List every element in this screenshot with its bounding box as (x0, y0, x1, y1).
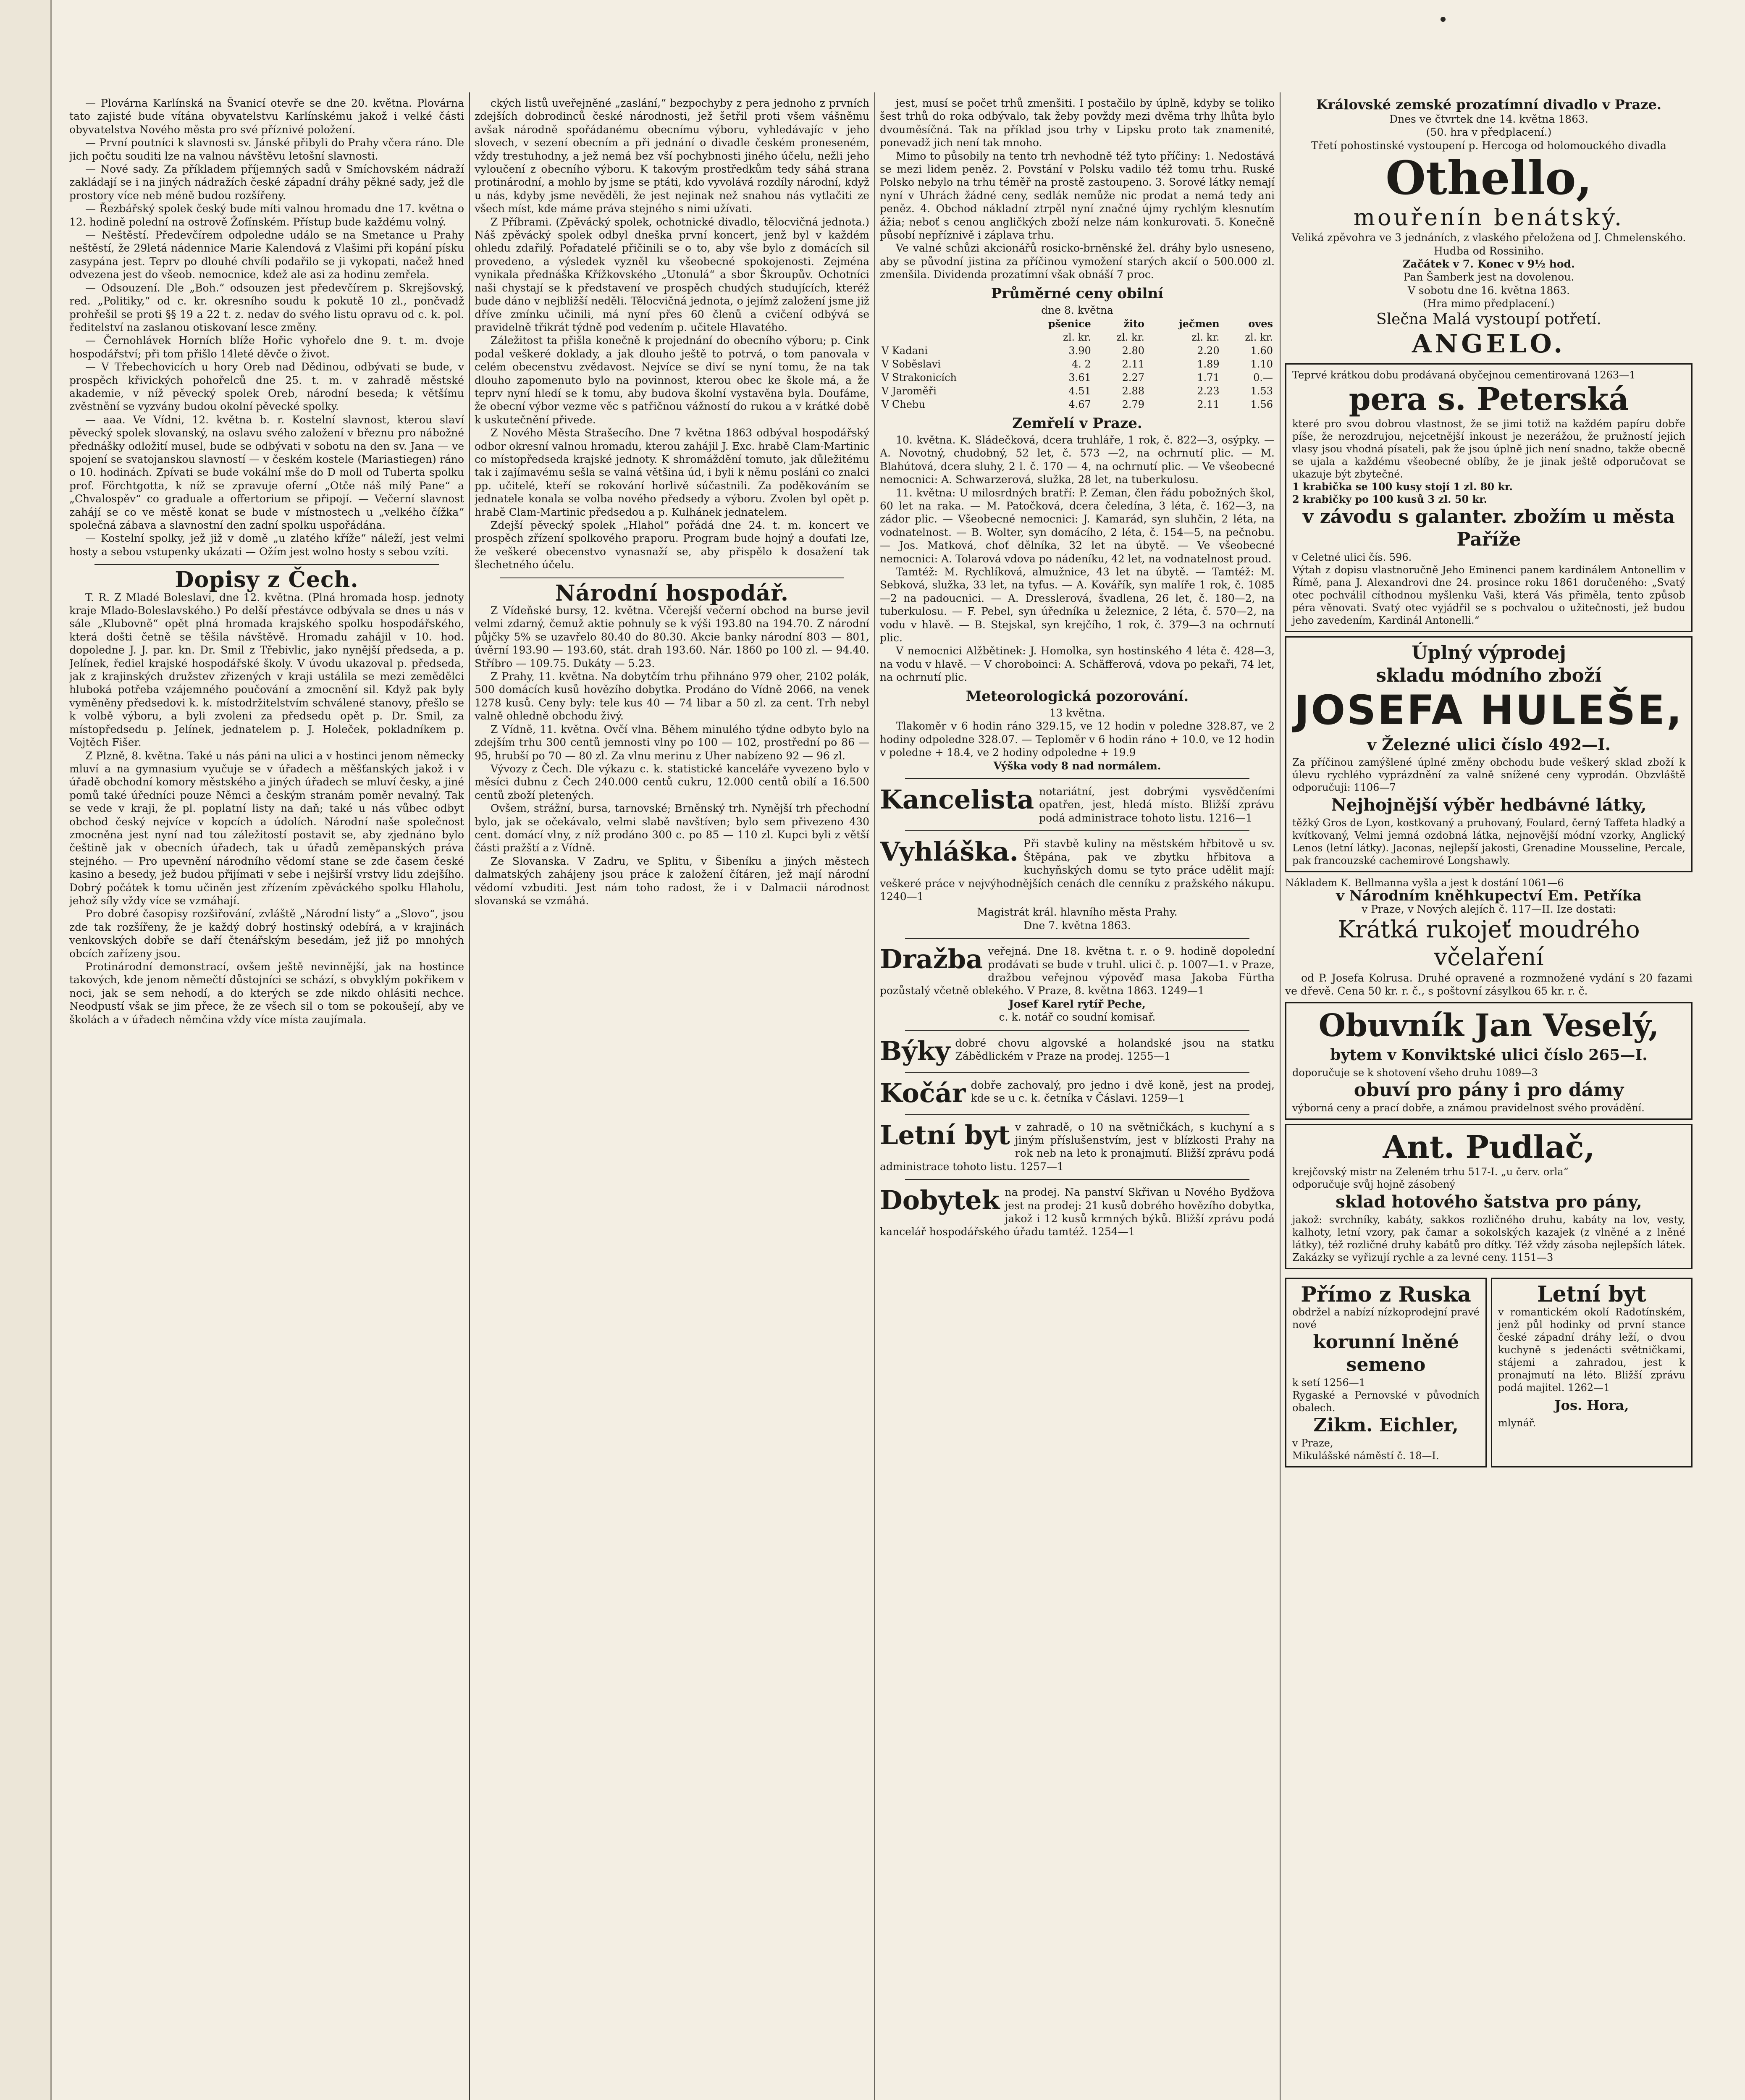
table-row (880, 357, 1275, 371)
table-cell: 2.27 (1122, 371, 1145, 383)
debut-note: Slečna Malá vystoupí potřetí. (1376, 310, 1602, 328)
sale-address: v Železné ulici číslo 492—I. (1367, 735, 1611, 754)
news-item: — Nové sady. Za příkladem příjemných sadů v Smíchovském nádraží zakládají se i na jiných nádražích české západní dráhy pěkné sady, jež dle prostory více neb méně budou rozšířeny. (69, 163, 464, 202)
divider (905, 1114, 1249, 1115)
play-note: Veliká zpěvohra ve 3 jednáních, z vlaského přeložena od J. Chmelenského. Hudba od Rossiniho. (1291, 231, 1686, 257)
table-cell: V Strakonicích (882, 371, 957, 383)
economy-item: Ovšem, strážní, bursa, tarnovské; Brněnský trh. Nynější trh přechodní bylo, jak se očekávalo, velmi slabě navštíven; bylo sem přivezeno 430 cent. domácí vlny, z níž prodáno 300 c. po 85 — 110 zl. Kupci byli z větší části pražští a z Vídně. (475, 802, 869, 854)
shoemaker-ad (1285, 1002, 1693, 1120)
divider (905, 1179, 1249, 1180)
news-item: — Neštěstí. Předevčírem odpoledne událo se na Smetance u Prahy neštěstí, že 29letá nádennice Marie Kalendová z Vlašimi při kopání písku zasypána jest. Teprv po dlouhé chvíli podařilo se ji vykopati, načež hned odvezena jest do všeob. nemocnice, kdež ale asi za hodinu zemřela. (69, 229, 464, 281)
ad-label: Kočár (880, 1077, 966, 1108)
letter: Protinárodní demonstrací, ovšem ještě nevinnější, jak na hostince takových, kde jenom němečtí důstojníci se schází, s obvyklým pokřikem v noci, jak se sem nehodí, a do kterých se zde nikdo ohlásiti nechce. Neodpustí však se jim přece, že ze všech sil o tom se pokoušejí, aby ve školách a v úřadech němčina vždy více místa zaujímala. (69, 961, 464, 1026)
next-date: V sobotu dne 16. května 1863. (1407, 284, 1570, 297)
meteo-title: Meteorologická pozorování. (966, 688, 1189, 705)
grain-prices-table (880, 317, 1275, 411)
pens-quote: Výtah z dopisu vlastnoručně Jeho Eminenci panem kardinálem Antonellim v Římě, pana J. Alexandrovi dne 24. prosince roku 1861 doručeného: „Svatý otec pochválil cíthodnou myšlenku Vaši, která Vás přiměla, tento způsob péra věnovati. Svatý otec vyjádřil se s pochvalou o užitečnosti, jež budou jeho zavedením, Kardinál Antonelli.“ (1292, 564, 1685, 626)
play-subtitle: mouřenín benátský. (1353, 204, 1624, 231)
sale-heading: Úplný výprodej (1412, 642, 1566, 664)
column-4 (1285, 97, 1693, 2100)
book-publisher: Nákladem K. Bellmanna vyšla a jest k dostání 1061—6 (1285, 877, 1564, 889)
news-item: Záležitost ta přišla konečně k projednání do obecního výboru; p. Cink podal veškeré doklady, a jak dlouho ještě to potrvá, o tom panovala v celém obecenstvu zvědavost. Nejvíce se diví se nyní tomu, že na tak dlouho zapomenuto bylo na povinnost, kterou obec ke škole má, a že teprv nyní hledí se k tomu, aby budova školní vystavěna byla. Doufáme, že obecní výbor vezme věc s patřičnou vážností do rukou a v krátké době k uskutečnění přivede. (475, 334, 869, 426)
economy-item: Ze Slovanska. V Zadru, ve Splitu, v Šibeníku a jiných městech dalmatských zahájeny jsou práce k založení čítáren, jež mají národní vědomí vzbuditi. Jest nám toho radost, že i v Dalmacii národnost slovanská se vzmáhá. (475, 855, 869, 907)
news-item: — aaa. Ve Vídni, 12. května b. r. Kostelní slavnost, kterou slaví pěvecký spolek slovanský, na oslavu svého založení v březnu pro nábožné přednášky odložití musel, bude se odbývati v sobotu na den sv. Jana — ve spojení se svatojanskou slavností — v českém kostele (Mariastiegen) ráno o 10. hodinách. Zpívati se bude vokální mše do D moll od Tuberta spolku prof. Förchtgotta, k níž se zpravuje oferní „Otče náš milý Pane“ a „Chvalospěv“ co graduale a offertorium se připojí. — Večerní slavnost zahájí se co ve městě konat se bude v místnostech u „velkého čížka“ společná zábava a slavnostní den zadní spolku uspořádána. (69, 413, 464, 531)
pens-intro: Teprvé krátkou dobu prodávaná obyčejnou cementirovaná 1263—1 (1292, 369, 1636, 381)
death-notice: 10. května. K. Sládečková, dcera truhláře, 1 rok, č. 822—3, osýpky. — A. Novotný, chudobný, 52 let, č. 573 —2, na ochrnutí plic. — M. Blahútová, dcera sluhy, 2 l. č. 170 — 4, na ochrnutí plic. — Ve všeobecné nemocnici: A. Schwarzerová, služka, 28 let, na tuberkulosu. (880, 433, 1275, 486)
tailor-ad (1285, 1124, 1693, 1269)
classified-ad (880, 837, 1275, 903)
table-cell (880, 331, 1014, 344)
news-item: — V Třebechovicích u hory Oreb nad Dědinou, odbývati se bude, v prospěch křivických pohořelců dne 25. t. m. v zahradě městské akademie, v níž pěvecký spolek Oreb, národní beseda; k většímu zvěstnění se vyzvány budou okolní pěvecké spolky. (69, 361, 464, 413)
news-item: — Plovárna Karlínská na Švanicí otevře se dne 20. května. Plovárna tato zajisté bude vítána obyvatelstvu Karlínskému jakož i velké části obyvatelstva Nového města pro své příznivé položení. (69, 97, 464, 136)
divider (905, 830, 1249, 831)
news-item: Z Příbrami. (Zpěvácký spolek, ochotnické divadlo, tělocvičná jednota.) Náš zpěvácký spolek odbyl dneška první koncert, jenž byl v každém ohledu zdařilý. Pořadatelé přičinili se o to, aby vše bylo z domácích sil provedeno, a výsledek vyzněl ku všeobecné spokojenosti. Zejména vynikala přednáška Křížkovského „Utonulá“ a sbor Škroupův. Ochotníci naši chystají se k představení ve prospěch chudých studujících, kteréž bude dáno v nejbližší neděli. Tělocvičná jednota, o jejímž založení jsme již dříve zmínku učinili, má nyní přes 60 členů a cvičení odbývá se pravidelně třikrát týdně pod vedením p. učitele Hlavatého. (475, 215, 869, 333)
magistrate-date: Dne 7. května 1863. (1023, 919, 1131, 932)
economy-item: Z Prahy, 11. května. Na dobytčím trhu přihnáno 979 oher, 2102 polák, 500 domácích kusů hovězího dobytka. Prodáno do Vídně 2066, na venek 1278 kusů. Ceny byly: tele kus 40 — 74 libar a 50 zl. za cent. Trh nebyl valně ohledně obchodu živý. (475, 670, 869, 722)
sale-name: JOSEFA HULEŠE, (1294, 686, 1684, 734)
actor-absence: Pan Šamberk jest na dovolenou. (1403, 271, 1574, 284)
table-cell: 1.56 (1250, 398, 1273, 410)
table-cell: 2.79 (1122, 398, 1145, 410)
ink-dot (1441, 17, 1446, 22)
classified-ad (880, 1121, 1275, 1173)
table-units-row (880, 331, 1275, 344)
table-cell: V Soběslavi (882, 358, 941, 370)
ad-text: veřejná. Dne 18. května t. r. o 9. hodině dopolední prodávati se bude v truhl. ulici č. p. 1007—1. v Praze, dražbou veřejnou výpověď masa Jakoba Fürtha pozůstalý včetně oblekého. V Praze, 8. května 1863. 1249—1 (880, 945, 1275, 997)
news-item: ckých listů uveřejněné „zaslání,“ bezpochyby z pera jednoho z prvních zdejších dobrodinců české národnosti, jež šetřil proti všem vášněmu avšak národně spořádanému obecnímu výboru, vyhledávajíc v jeho slovech, v sezení obecním a při jednání o divadle českém proneseném, vždy trestuhodny, a jež nemá bez vší pochybnosti jiného účelu, nežli jeho vyloučení z obecního výboru. K takovým prostředkům tedy sáhá strana protinárodní, a mohlo by jsme se ptáti, kdo vyvolává rozdíly národní, když u nás, kdyby jsme nevěděli, že jest nejinak než snahou nás vytlačiti ze všech míst, kde máme práva stejného s nimi užívati. (475, 97, 869, 215)
death-notice: 11. května: U milosrdných bratří: P. Zeman, člen řádu pobožných škol, 60 let na raka. — M. Patočková, dcera čeledína, 3 léta, č. 162—3, na zádor plic. — Všeobecné nemocnici: J. Kamarád, syn sluhčin, 2 léta, na vodnatelnost. — B. Wolter, syn domácího, 2 léta, č. 154—5, na pečnobu. — Jos. Matková, choť dělníka, 32 let na úbytě. — Ve všeobecné nemocnici: A. Tolarová vdova po nádeníku, 42 let, na vodnatelnost proud. (880, 486, 1275, 565)
column-rule (469, 92, 470, 2100)
table-cell: 4. 2 (1071, 358, 1091, 370)
letter: T. R. Z Mladé Boleslavi, dne 12. května. (Plná hromada hosp. jednoty kraje Mlado-Boleslavského.) Po delší přestávce odbývala se dnes u nás v sále „Klubovně“ opět plná hromada krajského spolku hospodářského, která došti četně se těšila návštěvě. Hromadu zahájil v 10. hod. dopoledne J. J. par. kn. Dr. Smil z Třebivlic, jako nynější předseda, a p. Jelínek, řediel krajské hospodářské školy. V úvodu ukazoval p. předseda, jak z krajinských družstev zřizených v kraji ustálila se mezi zemědělci hluboká potřeba vzájemného poučování a zmocnění sil. Když pak byly vyměněny předsedovi k. k. místodržitelstvím schválené stanovy, přešlo se k volbě výboru, a byli zvoleni za předsedu opět p. Dr. Smil, za místopředsedu p. Jelínek, jednatelem p. J. Holeček, pokladníkem p. Vojtěch Fišer. (69, 591, 464, 749)
play-title: Othello, (1386, 151, 1592, 205)
table-header: ječmen (1179, 317, 1220, 330)
prices-title: Průměrné ceny obilní (991, 285, 1164, 302)
column-1 (69, 97, 464, 2100)
linseed-ad (1285, 1278, 1487, 1467)
pens-address: v Celetné ulici čís. 596. (1292, 551, 1412, 563)
letter: Pro dobré časopisy rozšiřování, zvláště „Národní listy“ a „Slovo“, jsou zde tak rozšířeny, že je každý dobrý hostinský odebírá, a v krajinách venkovských dobře se daří čtenářským besedám, jež již po mnohých obcích zařízeny jsou. (69, 908, 464, 960)
ad-label: Vyhláška. (880, 836, 1019, 867)
table-row (880, 398, 1275, 411)
table-cell: 1.89 (1197, 358, 1220, 370)
ad-label: Býky (880, 1035, 950, 1066)
economy-item: Vývozy z Čech. Dle výkazu c. k. statistické kanceláře vyvezeno bylo v měsíci dubnu z Čech 240.000 centů cukru, 12.000 centů obilí a 16.500 centů zboží pletených. (475, 762, 869, 801)
economy-item: Z Vídně, 11. května. Ovčí vlna. Během minulého týdne odbyto bylo na zdejším trhu 300 centů jemnosti vlny po 100 — 102, prostřední po 86 — 95, hrubší po 70 — 80 zl. Za vlnu merinu z Uher nabízeno 92 — 96 zl. (475, 723, 869, 762)
table-cell: 1.60 (1250, 344, 1273, 357)
linseed-city: v Praze, (1292, 1437, 1333, 1449)
ad-text: v zahradě, o 10 na světničkách, s kuchyní a s jiným příslušenstvím, jest v blízkosti Prahy na rok neb na leto k pronajmutí. Bližší zprávu podá administrace tohoto listu. 1257—1 (880, 1121, 1275, 1173)
sale-best: Nejhojnější výběr hedbávné látky, (1331, 795, 1647, 815)
summer-flat-ad (1491, 1278, 1693, 1467)
pens-shop: v závodu s galanter. zbožím u města Paříže (1302, 506, 1675, 550)
theatre-date: Dnes ve čtvrtek dne 14. května 1863. (1389, 113, 1588, 125)
classified-ad (880, 1186, 1275, 1239)
section-heading: Národní hospodář. (555, 580, 789, 606)
ad-text: na prodej. Na panství Skřivan u Nového Bydžova jest na prodej: 21 kusů dobrého hovězího dobytka, jakož i 12 kusů krmných býků. Bližší zprávu podá kancelář hospodářského úřadu tamtéž. 1254—1 (880, 1186, 1275, 1238)
sale-text: Za příčinou zamýšlené úplné změny obchodu bude veškerý sklad zboží k úlevu rychlého vyprázdnění za valně snížené ceny vyprodán. Obzvláště odporučuji: 1106—7 (1292, 756, 1685, 793)
ad-text: Při stavbě kuliny na městském hřbitově u sv. Štěpána, pak ve zbytku hřbitova a kuchyňských domu se tyto práce udělit mají: veškeré práce v nejvýhodnějších cenách dle cenníku z pražského nákupu. 1240—1 (880, 837, 1275, 903)
notary-name: Josef Karel rytíř Peche, (1009, 998, 1146, 1010)
pens-title: pera s. Peterská (1349, 381, 1629, 417)
news-item: — Řezbářský spolek český bude míti valnou hromadu dne 17. května o 12. hodině polední na ostrově Žofínském. Přístup bude každému volný. (69, 202, 464, 228)
deaths-title: Zemřelí v Praze. (1012, 415, 1142, 432)
pens-prices: 1 krabička se 100 kusy stojí 1 zl. 80 kr. 2 krabičky po 100 kusů 3 zl. 50 kr. (1292, 480, 1513, 505)
meteo-date: 13 května. (1049, 707, 1105, 719)
table-row (880, 371, 1275, 384)
theatre-benefit: Třetí pohostinské vystoupení p. Hercoga od holomouckého divadla (1311, 139, 1666, 152)
linseed-text: obdržel a nabízí nízkoprodejní pravé nové (1292, 1306, 1480, 1331)
divider (905, 1030, 1249, 1031)
letter: Z Plzně, 8. května. Také u nás páni na ulici a v hostinci jenom německy mluví a na gymnasium vyučuje se v úřadech a měšťanských jakož i v úřadě obchodní komory městského a jiných úřadech se mluví česky, a jiné pomů také úředníci pouze Němci a českým stranám poměr nevalný. Tak se vede v kraji, že pl. poplatní listy na daň; také u nás vůbec odbyt obchod český nejvíce v kopcích a údolích. Národní naše společnost zmocněna jest nyní nad tou záležitostí postavit se, aby zjednáno bylo češtině jak v obecních úřadech, tak u úřadů zeměpanských práva stejného. — Pro upevnění národního vědomí stane se zde časem české kasino a besedy, jež budou přijímati v sebe i nejširší vrstvy lidu zdejšího. Dobrý počátek k tomu učiněn jest zřízením zpěváckého spolku Hlaholu, jehož síly vždy více se vzmáhají. (69, 749, 464, 907)
linseed-big: korunní lněné semeno (1313, 1331, 1459, 1376)
shoemaker-small: výborná ceny a prací dobře, a známou pravidelnost svého provádění. (1292, 1102, 1645, 1114)
next-play: ANGELO. (1412, 329, 1566, 359)
table-cell: V Kadani (882, 344, 928, 357)
table-cell: zl. kr. (1116, 331, 1145, 343)
book-shop: v Národním kněhkupectví Em. Petříka (1336, 887, 1642, 905)
table-cell: 2.88 (1122, 385, 1145, 397)
news-item: Zdejší pěvecký spolek „Hlahol“ pořádá dne 24. t. m. koncert ve prospěch zřízení spolkového praporu. Program bude hojný a doufati lze, že veškeré obecenstvo vynasnaží se, aby přispělo k dosažení tak šlechetného účelu. (475, 519, 869, 571)
linseed-from: Rygaské a Pernovské v původních obalech. (1292, 1389, 1480, 1414)
theatre-heading: Královské zemské prozatímní divadlo v Praze. (1316, 97, 1662, 113)
summer-text: v romantickém okolí Radotínském, jenž půl hodinky od první stance české západní dráhy leží, o dvou kuchyně s jedenácti světničkami, stájemi a zahradou, jest k pronajmutí na léto. Bližší zprávu podá majitel. 1262—1 (1498, 1306, 1685, 1394)
table-cell: zl. kr. (1245, 331, 1273, 343)
classified-ad (880, 785, 1275, 824)
table-cell: 2.23 (1197, 385, 1220, 397)
theatre-subscription: (50. hra v předplacení.) (1426, 126, 1552, 139)
table-cell: 2.20 (1197, 344, 1220, 357)
table-header: pšenice (1048, 317, 1091, 330)
economy-item: Z Vídeňské bursy, 12. května. Včerejší večerní obchod na burse jevil velmi zdarný, čemuž aktie pohnuly se k výši 193.80 na 194.70. Z národní půjčky 5% se uzavřelo 80.40 do 80.30. Akcie banky národní 803 — 801, úvěrní 193.90 — 193.60, stát. drah 193.60. Nár. 1860 po 100 zl. — 94.40. Stříbro — 109.75. Dukáty — 5.23. (475, 604, 869, 669)
summer-name: Jos. Hora, (1554, 1397, 1629, 1413)
classified-ad (880, 1079, 1275, 1108)
table-cell: zl. kr. (1191, 331, 1220, 343)
ad-text: dobré chovu algovské a holandské jsou na statku Zábědlickém v Praze na prodej. 1255—1 (955, 1037, 1275, 1062)
column-rule (1280, 92, 1281, 2100)
ad-label: Dražba (880, 944, 983, 975)
column-3 (880, 97, 1275, 2100)
column-rule (874, 92, 875, 2100)
news-item: — Kostelní spolky, jež již v domě „u zlatého kříže“ náleží, jest velmi hosty a sebou vstupenky ukázati — Ožím jest wolno hosty s sebou vzíti. (69, 532, 464, 558)
ad-label: Dobytek (880, 1185, 1000, 1216)
table-cell: 4.51 (1068, 385, 1091, 397)
shoemaker-text: doporučuje se k shotovení všeho druhu 1089—3 (1292, 1066, 1538, 1079)
ad-label: Kancelista (880, 784, 1034, 815)
table-cell: 3.90 (1068, 344, 1091, 357)
table-cell: 1.10 (1250, 358, 1273, 370)
article-text: jest, musí se počet trhů zmenšiti. I postačilo by úplně, kdyby se toliko šest trhů do roka odbývalo, tak žeby povždy mezi dvěma trhy lhůta bylo dvouměsíčná. Tak na příklad jsou trhy v Lipsku proto tak znamenité, ponevadž jich není tak mnoho. (880, 97, 1275, 149)
clearance-sale-ad (1285, 636, 1693, 872)
news-item: — Odsouzení. Dle „Boh.“ odsouzen jest předevčírem p. Skrejšovský, red. „Politiky,“ od c. kr. okresního soudu k pokutě 10 zl., pončvadž prohřešil se proti §§ 19 a 22 t. z. nedav do svého listu opravu od c. k. pol. ředitelství na zaslanou otiskovaní lesce změny. (69, 281, 464, 333)
play-times: Začátek v 7. Konec v 9½ hod. (1403, 258, 1575, 270)
tailor-items: jakož: svrchníky, kabáty, sakkos rozličného druhu, kabáty na lov, vesty, kalhoty, letní vzory, pak čamar a sokolských kazajek (z vlněné a z lněné látky), též rozličné druhy kabátů pro dítky. Též vždy zásoba nejlepších látek. Zakázky se vyřizují rychle a za levné ceny. 1151—3 (1292, 1213, 1685, 1263)
tailor-big: sklad hotového šatstva pro pány, (1336, 1192, 1642, 1212)
pens-text: které pro svou dobrou vlastnost, že se jimi totiž na každém papíru dobře píše, že nerozdrujou, nejcetnější inkoust je nezerážou, že pružností jejich vlasy jsou vhodná písateli, pak že jsou úplně jich není snadno, takže obecně se ujala a každému všeobecné oblíby, že je jinak ještě odporučovat se ukazuje být zbytečné. (1292, 417, 1685, 480)
tailor-text: odporučuje svůj hojně zásobený (1292, 1178, 1456, 1190)
table-header: žito (1123, 317, 1145, 330)
table-cell: 1.71 (1197, 371, 1220, 383)
divider (905, 1072, 1249, 1073)
table-header: oves (1248, 317, 1273, 330)
next-subscription: (Hra mimo předplacení.) (1423, 297, 1555, 310)
table-cell: zl. kr. (1063, 331, 1091, 343)
divider (905, 778, 1249, 779)
news-item: Z Nového Města Strašecího. Dne 7 května 1863 odbýval hospodářský odbor okresní valnou hromadu, kterou zahájil J. Exc. hrabě Clam-Martinic co místopředseda krajské jednoty. K shromáždění tomuto, jak důležitému tak i zajímavému sešla se valná většina úd, i byli k němu posláni co znalci pp. učitelé, kteří se rokování horlivě súčastnili. Za poděkováním se jednatele konala se volba nového předsedy a výboru. Zvolen byl opět p. hrabě Clam-Martinic předsedou a p. Kulhánek jednatelem. (475, 427, 869, 518)
linseed-title: Přímo z Ruska (1301, 1281, 1471, 1307)
table-cell: 4.67 (1068, 398, 1091, 410)
news-item: — Černohlávek Horních blíže Hořic vyhořelo dne 9. t. m. dvoje hospodářství; při tom přišlo 14leté děvče o život. (69, 334, 464, 360)
divider (905, 938, 1249, 939)
table-cell: 3.61 (1068, 371, 1091, 383)
section-heading: Dopisy z Čech. (175, 567, 359, 593)
linseed-name: Zikm. Eichler, (1313, 1414, 1459, 1436)
linseed-address: Mikulášské náměstí č. 18—I. (1292, 1449, 1439, 1462)
book-author: od P. Josefa Kolrusa. Druhé opravené a rozmnožené vydání s 20 fazami ve dřevě. Cena 50 kr. r. č., s poštovní zásylkou 65 kr. r. č. (1285, 971, 1693, 998)
table-row (880, 384, 1275, 398)
summer-role: mlynář. (1498, 1417, 1536, 1429)
table-cell: V Jaroměři (882, 385, 937, 397)
classified-ad (880, 945, 1275, 998)
table-cell: 2.80 (1122, 344, 1145, 357)
tailor-name: Ant. Pudlač, (1383, 1129, 1595, 1166)
shoemaker-name: Obuvník Jan Veselý, (1318, 1007, 1659, 1044)
table-cell: 0.— (1253, 371, 1273, 383)
table-cell: 2.11 (1122, 358, 1145, 370)
water-level: Výška vody 8 nad normálem. (993, 759, 1161, 772)
shoemaker-big: obuví pro pány i pro dámy (1354, 1079, 1624, 1101)
meteo-text: Tlakoměr v 6 hodin ráno 329.15, ve 12 hodin v poledne 328.87, ve 2 hodiny odpoledne 328.07. — Teploměr v 6 hodin ráno + 10.0, ve 12 hodin v poledne + 18.4, ve 2 hodiny odpoledne + 19.9 (880, 720, 1275, 759)
table-cell: 1.53 (1250, 385, 1273, 397)
book-title: Krátká rukojeť moudrého včelaření (1338, 916, 1640, 971)
news-item: — První poutníci k slavnosti sv. Jánské přibyli do Prahy včera ráno. Dle jich počtu souditi lze na valnou návštěvu letošní slavnosti. (69, 136, 464, 162)
book-address: v Praze, v Nových alejích č. 117—II. Ize dostati: (1362, 903, 1616, 916)
sale-items: těžký Gros de Lyon, kostkovaný a pruhovaný, Foulard, černý Taffeta hladký a kvítkovaný, Velmi jemná ozdobná látka, nejnovější módní vzorky, Anglický Lenos (letní látky). Jaconas, nejlepší jakosti, Grenadine Mousseline, Percale, pak francouzské cachemirové Longshawly. (1292, 816, 1685, 866)
linseed-small: k setí 1256—1 (1292, 1376, 1365, 1389)
table-header-row (880, 317, 1275, 331)
ad-label: Letní byt (880, 1119, 1010, 1150)
bottom-ads (1285, 1273, 1693, 1472)
sale-subheading: skladu módního zboží (1376, 664, 1602, 686)
table-cell: 2.11 (1197, 398, 1220, 410)
column-2 (475, 97, 869, 2100)
article-text: Mimo to působily na tento trh nevhodně též tyto příčiny: 1. Nedostává se mezi lidem peněz. 2. Povstání v Polsku vadilo též tomu trhu. Ruské Polsko nebylo na trhu téměř na prostě zastoupeno. 3. Sorové látky nemají nyní v Uhrách žádné ceny, sedlák nemůže nic prodat a nemá tedy ani peněz. 4. Obchod nákladní ztrpěl nyní značné újmy rychlým klesnutím ážia; neboť s cenou angličkých zboží nelze nám konkurovati. 5. Konečně působí nepříznivě i záplava trhu. (880, 150, 1275, 242)
divider (94, 564, 439, 565)
table-row (880, 344, 1275, 357)
summer-title: Letní byt (1537, 1281, 1646, 1307)
pens-ad (1285, 363, 1693, 632)
article-text: Ve valné schůzi akcionářů rosicko-brněnské žel. dráhy bylo usneseno, aby se původní jistina za příčinou vymožení starých akcií o 500.000 zl. zmenšila. Dividenda prozatímní však obnáší 7 proc. (880, 242, 1275, 281)
shoemaker-address: bytem v Konviktské ulici číslo 265—I. (1330, 1046, 1648, 1064)
table-header (880, 317, 1014, 331)
death-notice: V nemocnici Alžbětinek: J. Homolka, syn hostinského 4 léta č. 428—3, na vodu v hlavě. — V choroboinci: A. Schäfferová, vdova po pekaři, 74 let, na ochrnutí plic. (880, 645, 1275, 684)
ad-text: notariátní, jest dobrými vysvědčeními opatřen, jest, hledá místo. Bližší zprávu podá administrace tohoto listu. 1216—1 (1039, 785, 1275, 824)
tailor-address: krejčovský mistr na Zeleném trhu 517-I. „u červ. orla“ (1292, 1166, 1569, 1178)
magistrate: Magistrát král. hlavního města Prahy. (977, 906, 1178, 919)
binding-gutter (0, 0, 52, 2100)
notary-role: c. k. notář co soudní komisař. (999, 1011, 1156, 1024)
prices-date: dne 8. května (1041, 304, 1113, 317)
ad-text: dobře zachovalý, pro jedno i dvě koně, jest na prodej, kde se u c. k. četníka v Čáslavi. 1259—1 (971, 1079, 1275, 1104)
classified-ad (880, 1037, 1275, 1066)
death-notice: Tamtéž: M. Rychlíková, almužnice, 43 let na úbytě. — Tamtéž: M. Sebková, služka, 33 let, na tyfus. — A. Kovářík, syn malíře 1 rok, č. 1085—2 na padoucnici. — A. Dresslerová, švadlena, 26 let, č. 180—2, na tuberkulosu. — F. Pebel, syn úředníka u železnice, 2 léta, č. 570—2, na vodu v hlavě. — B. Stejskal, syn krejčího, 1 rok, č. 379—3 na ochrnutí plic. (880, 565, 1275, 644)
table-cell: V Chebu (882, 398, 925, 410)
